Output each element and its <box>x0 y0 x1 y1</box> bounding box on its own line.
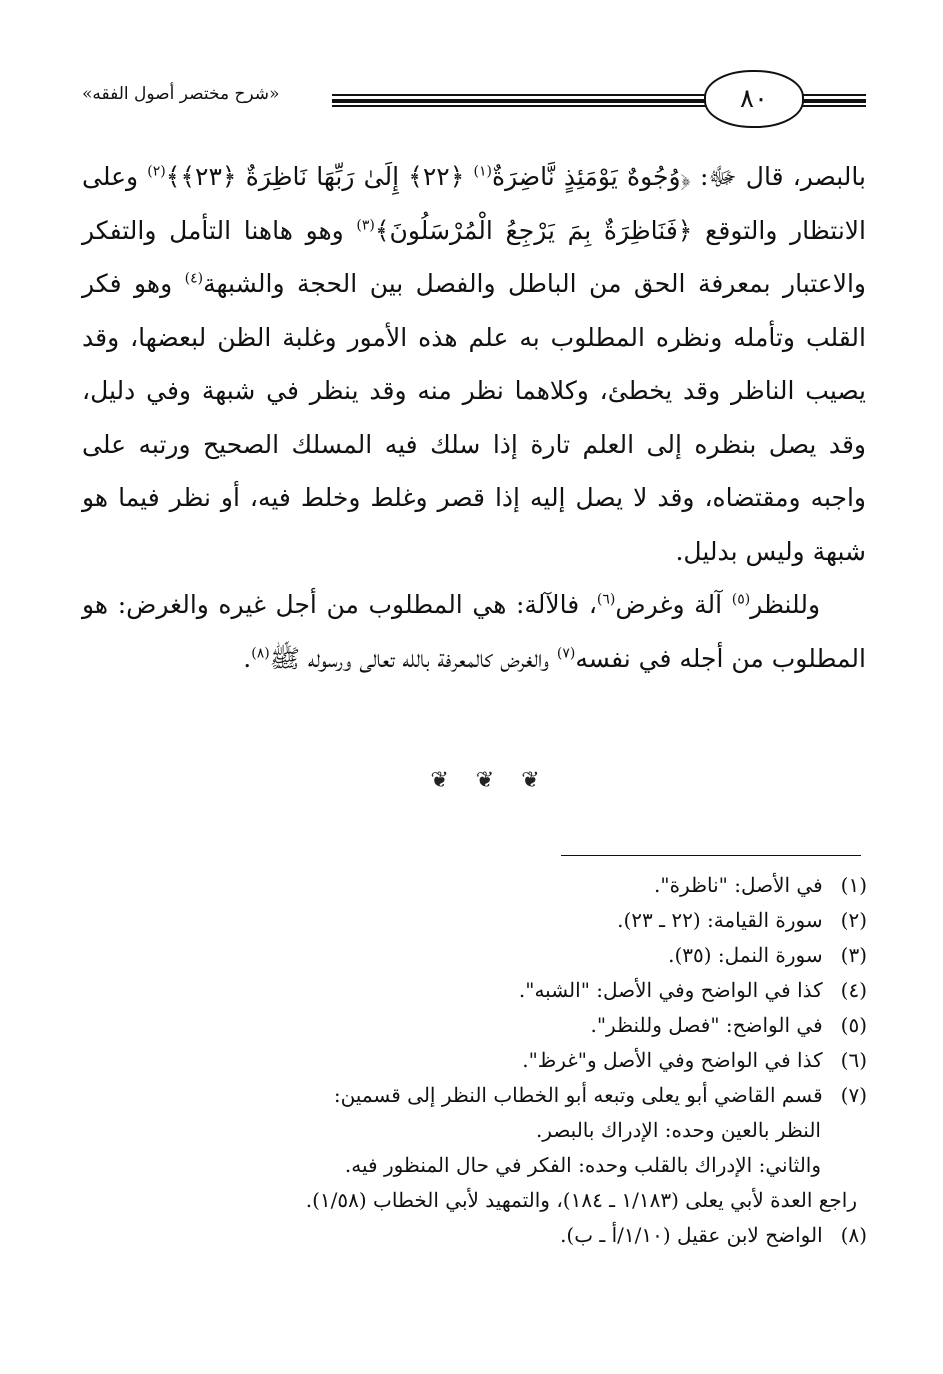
footnote-1 <box>67 868 867 903</box>
text-run: ﴿٢٢﴾ إِلَىٰ رَبِّهَا نَاظِرَةٌ ﴿٢٣﴾﴾ <box>165 162 474 191</box>
paragraph-1 <box>82 150 866 578</box>
footnote-4 <box>67 973 867 1008</box>
footnote-ref-3: (٣) <box>356 217 375 234</box>
paragraph-2 <box>82 578 866 685</box>
main-text <box>82 150 866 685</box>
footnote-ref-5: (٥) <box>731 591 751 608</box>
footnote-7 <box>67 1078 867 1113</box>
text-run: وعلى الانتظار والتوقع ﴿فَنَاظِرَةٌ بِمَ يَرْجِعُ الْمُرْسَلُونَ﴾ <box>82 162 866 245</box>
footnote-ref-7: (٧) <box>556 645 576 662</box>
footnote-text: في الأصل: "ناظرة". <box>654 873 823 897</box>
footnote-6 <box>67 1043 867 1078</box>
footnote-ref-6: (٦) <box>596 591 616 608</box>
footnote-number: (٧) <box>840 1083 867 1107</box>
footnote-text: في الواضح: "فصل وللنظر". <box>590 1013 823 1037</box>
footnote-ref-8: (٨) <box>251 645 270 662</box>
footnote-7-line-2: والثاني: الإدراك بالقلب وحده: الفكر في حال المنظور فيه. <box>344 1153 821 1177</box>
footnotes <box>67 868 867 1253</box>
text-run: آلة وغرض <box>615 590 732 619</box>
footnote-text: كذا في الواضح وفي الأصل: "الشبه". <box>518 978 823 1002</box>
footnote-number: (٦) <box>840 1048 867 1072</box>
text-run: وهو هاهنا التأمل والتفكر والاعتبار بمعرفة الحق من الباطل والفصل بين الحجة والشبهة <box>82 215 866 298</box>
footnote-number: (٤) <box>840 978 867 1002</box>
text-run: وهو فكر القلب وتأمله ونظره المطلوب به علم هذه الأمور وغلبة الظن لبعضها، وقد يصيب الناظر وقد يخطئ، وكلاهما نظر منه وقد ينظر في شبهة وفي دليل، وقد يصل بنظره إلى العلم تارة إذا سلك فيه المسلك الصحيح ورتبه على واجبه ومقتضاه، وقد لا يصل إليه إذا قصر وغلط وخلط فيه، أو نظر فيما هو شبهة وليس بدليل. <box>82 269 866 566</box>
footnote-text: سورة النمل: (٣٥). <box>668 943 823 967</box>
footnote-separator <box>561 855 861 856</box>
running-title: «شرح مختصر أصول الفقه» <box>82 84 280 104</box>
page-number: ٨٠ <box>704 70 804 128</box>
footnote-ref-4: (٤) <box>184 270 204 287</box>
section-ornament: ❦ ❦ ❦ <box>430 768 550 793</box>
footnote-text: سورة القيامة: (٢٢ ـ ٢٣). <box>617 908 823 932</box>
text-run: بالبصر، قال ﷻ: ﴿وُجُوهٌ يَوْمَئِذٍ نَّاضِرَةٌ <box>492 162 866 191</box>
footnote-number: (٨) <box>840 1223 867 1247</box>
footnote-number: (٥) <box>840 1013 867 1037</box>
footnote-2 <box>67 903 867 938</box>
footnote-text: كذا في الواضح وفي الأصل و"غرظ". <box>522 1048 823 1072</box>
page-header <box>82 66 866 136</box>
footnote-text: الواضح لابن عقيل (١/١٠/أ ـ ب). <box>560 1223 823 1247</box>
footnote-ref-2: (٢) <box>147 163 166 180</box>
text-run: وللنظر <box>750 590 821 619</box>
footnote-5 <box>67 1008 867 1043</box>
footnote-3 <box>67 938 867 973</box>
footnote-number: (٢) <box>840 908 867 932</box>
footnote-ref-1: (١) <box>473 163 492 180</box>
footnote-text: قسم القاضي أبو يعلى وتبعه أبو الخطاب النظر إلى قسمين: <box>333 1083 823 1107</box>
footnote-number: (٣) <box>840 943 867 967</box>
footnote-number: (١) <box>840 873 867 897</box>
text-run: ، فالآلة: هي المطلوب من أجل غيره والغرض: هو المطلوب من أجله في نفسه <box>82 590 866 673</box>
footnote-8 <box>67 1218 867 1253</box>
text-run: . <box>243 643 252 673</box>
footnote-7-line-1: النظر بالعين وحده: الإدراك بالبصر. <box>535 1118 821 1142</box>
footnote-7-reference: راجع العدة لأبي يعلى (١/١٨٣ ـ ١٨٤)، والتمهيد لأبي الخطاب (١/٥٨). <box>305 1188 857 1212</box>
text-run: والغرض كالمعرفة بالله تعالى ورسوله ﷺ <box>269 643 557 673</box>
